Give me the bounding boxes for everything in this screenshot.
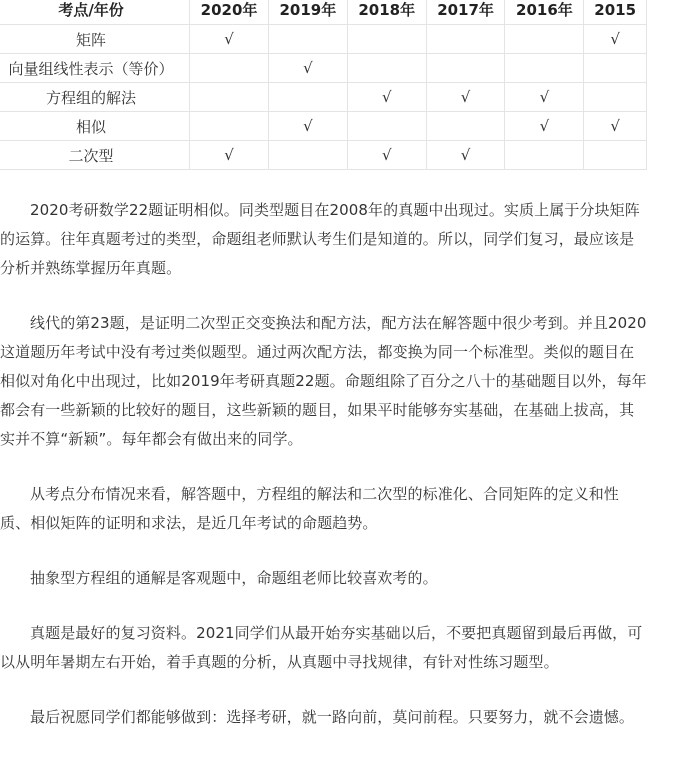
paragraph: 最后祝愿同学们都能够做到：选择考研，就一路向前，莫问前程。只要努力，就不会遗憾。 (30, 708, 635, 726)
header-year-2015: 2015 (584, 0, 647, 25)
paragraph: 线代的第23题，是证明二次型正交变换法和配方法，配方法在解答题中很少考到。并且2020这道题历年考试中没有考过类似题型。通过两次配方法，都变换为同一个标准型。类似的题目在相似对角化中出现过，比如2019年考研真题22题。命题组除了百分之八十的基础题目以外，每年都会有一些新颖的比较好的题目，这些新颖的题目，如果平时能够夯实基础，在基础上拔高，其实并不算“新颖”。每年都会有做出来的同学。 (0, 314, 647, 448)
table-row (0, 25, 647, 54)
check-mark: √ (347, 83, 426, 112)
check-mark (268, 141, 347, 170)
row-topic: 向量组线性表示（等价） (0, 54, 190, 83)
check-mark (426, 54, 505, 83)
check-mark (426, 112, 505, 141)
check-mark (505, 141, 584, 170)
check-mark (584, 83, 647, 112)
table-row (0, 112, 647, 141)
header-topic: 考点/年份 (0, 0, 190, 25)
check-mark: √ (426, 141, 505, 170)
check-mark: √ (347, 141, 426, 170)
check-mark: √ (426, 83, 505, 112)
paragraph: 真题是最好的复习资料。2021同学们从最开始夯实基础以后，不要把真题留到最后再做，可以从明年暑期左右开始，着手真题的分析，从真题中寻找规律，有针对性练习题型。 (0, 624, 643, 671)
paragraph: 从考点分布情况来看，解答题中，方程组的解法和二次型的标准化、合同矩阵的定义和性质、相似矩阵的证明和求法，是近几年考试的命题趋势。 (0, 485, 619, 532)
check-mark: √ (505, 112, 584, 141)
row-topic: 矩阵 (0, 25, 190, 54)
row-topic: 相似 (0, 112, 190, 141)
table-header-row (0, 0, 647, 25)
check-mark: √ (268, 112, 347, 141)
header-year-2018: 2018年 (347, 0, 426, 25)
article-body (0, 196, 647, 732)
table-row (0, 54, 647, 83)
check-mark (584, 141, 647, 170)
check-mark (190, 54, 269, 83)
check-mark: √ (505, 83, 584, 112)
check-mark: √ (268, 54, 347, 83)
paragraph: 抽象型方程组的通解是客观题中，命题组老师比较喜欢考的。 (30, 569, 438, 587)
check-mark (505, 25, 584, 54)
check-mark: √ (190, 141, 269, 170)
row-topic: 二次型 (0, 141, 190, 170)
exam-topic-table (0, 0, 647, 170)
header-year-2017: 2017年 (426, 0, 505, 25)
header-year-2020: 2020年 (190, 0, 269, 25)
header-year-2019: 2019年 (268, 0, 347, 25)
check-mark (347, 112, 426, 141)
check-mark (190, 83, 269, 112)
paragraph: 2020考研数学22题证明相似。同类型题目在2008年的真题中出现过。实质上属于分块矩阵的运算。往年真题考过的类型，命题组老师默认考生们是知道的。所以，同学们复习，最应该是分析并熟练掌握历年真题。 (0, 201, 640, 277)
check-mark (268, 25, 347, 54)
row-topic: 方程组的解法 (0, 83, 190, 112)
check-mark (190, 112, 269, 141)
check-mark (426, 25, 505, 54)
check-mark: √ (584, 25, 647, 54)
header-year-2016: 2016年 (505, 0, 584, 25)
check-mark (347, 54, 426, 83)
table-row (0, 83, 647, 112)
table-row (0, 141, 647, 170)
check-mark (268, 83, 347, 112)
check-mark: √ (584, 112, 647, 141)
check-mark (505, 54, 584, 83)
check-mark (584, 54, 647, 83)
check-mark (347, 25, 426, 54)
check-mark: √ (190, 25, 269, 54)
